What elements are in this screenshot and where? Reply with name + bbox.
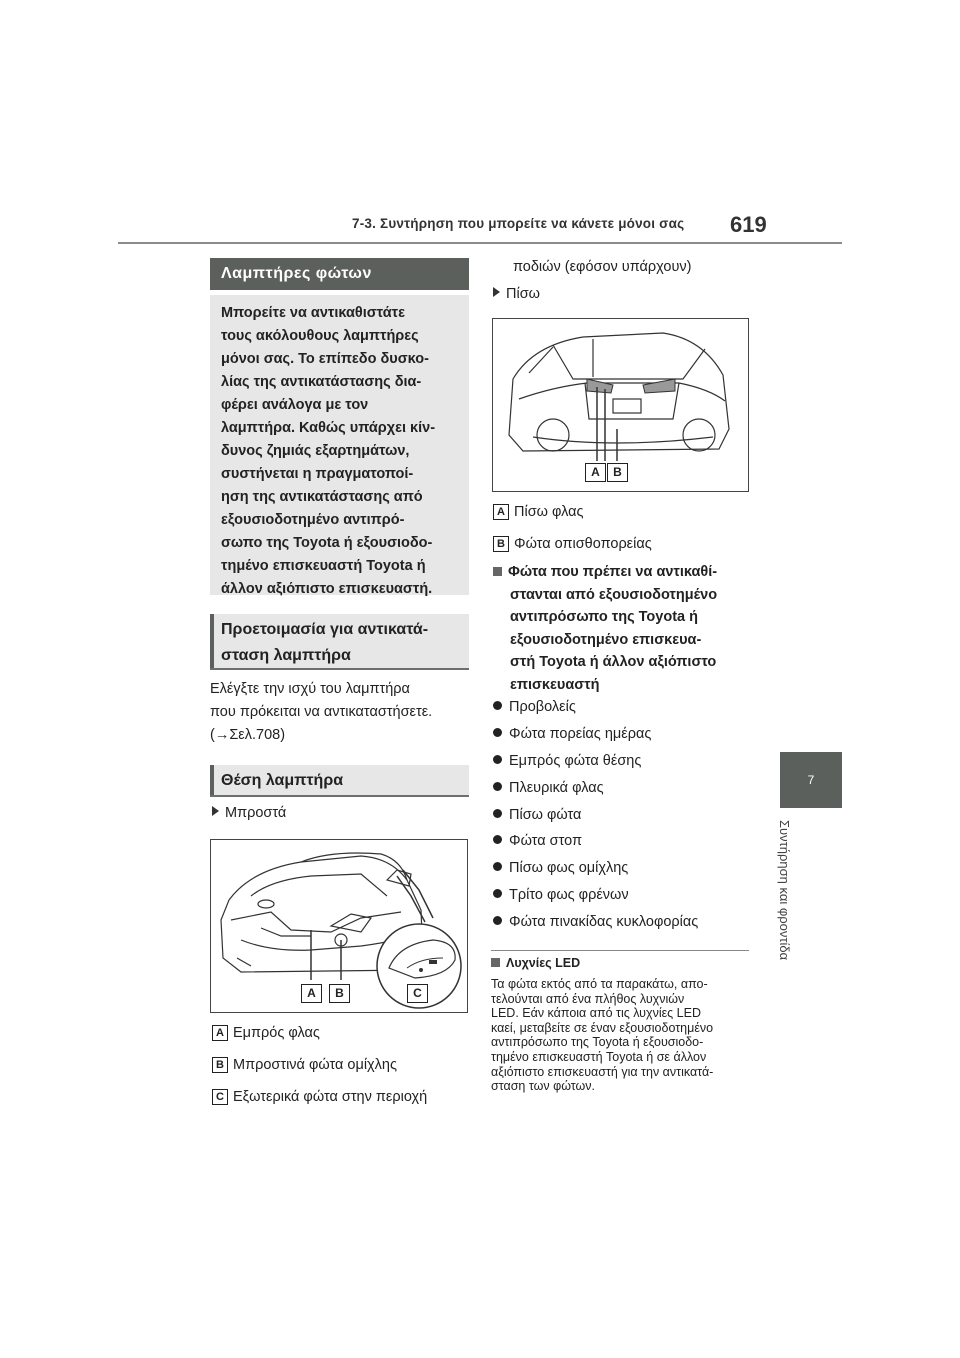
intro-line: ηση της αντικατάστασης από bbox=[221, 489, 423, 505]
section-title-preparation: Προετοιμασία για αντικατά- σταση λαμπτήρα bbox=[210, 614, 469, 670]
figure-label-a: A bbox=[301, 984, 322, 1003]
rear-label: Πίσω bbox=[493, 283, 540, 306]
intro-line: δυνος ζημιάς εξαρτημάτων, bbox=[221, 443, 410, 459]
intro-line: εξουσιοδοτημένο αντιπρό- bbox=[221, 512, 405, 528]
rear-legend-a: A Πίσω φλας bbox=[493, 501, 584, 524]
bullet-icon bbox=[493, 701, 502, 710]
dealer-item: Πλευρικά φλας bbox=[493, 777, 604, 800]
page-reference-link[interactable]: (→Σελ.708) bbox=[210, 727, 286, 743]
front-legend-c: C Εξωτερικά φώτα στην περιοχή bbox=[212, 1086, 427, 1109]
rear-legend-b: B Φώτα οπισθοπορείας bbox=[493, 533, 652, 556]
intro-box bbox=[210, 295, 469, 595]
note-body: Τα φώτα εκτός από τα παρακάτω, απο- τελούνται από ένα πλήθος λυχνιών LED. Εάν κάποια από τις λυχνίες LED καεί, μεταβείτε σε έναν εξουσιοδοτημένο αντιπρόσωπο της Toyota ή εξουσιοδο- τημένο επισκευαστή Toyota ή σε άλλον αξιόπιστο επισκευαστή για την αντικατά- σταση των φώτων. bbox=[491, 977, 714, 1094]
dealer-item: Πίσω φώτα bbox=[493, 804, 581, 827]
intro-line: άλλον αξιόπιστο επισκευαστή. bbox=[221, 581, 433, 597]
header-rule bbox=[118, 242, 842, 244]
bullet-icon bbox=[493, 755, 502, 764]
intro-line: λίας της αντικατάστασης δια- bbox=[221, 374, 422, 390]
rear-lamp-figure bbox=[492, 318, 749, 492]
front-label: Μπροστά bbox=[212, 802, 286, 825]
intro-line: φέρει ανάλογα με τον bbox=[221, 397, 369, 413]
section-title-position: Θέση λαμπτήρα bbox=[210, 765, 469, 797]
dealer-item: Φώτα στοπ bbox=[493, 830, 582, 853]
continuation-text: ποδιών (εφόσον υπάρχουν) bbox=[513, 259, 692, 275]
section-header: 7-3. Συντήρηση που μπορείτε να κάνετε μόνοι σας bbox=[352, 216, 685, 231]
intro-line: τημένο επισκευαστή Toyota ή bbox=[221, 558, 426, 574]
front-legend-b: B Μπροστινά φώτα ομίχλης bbox=[212, 1054, 397, 1077]
front-lamp-figure bbox=[210, 839, 468, 1013]
figure-label-b: B bbox=[607, 463, 628, 482]
note-divider bbox=[491, 950, 749, 951]
chapter-tab bbox=[780, 752, 842, 808]
dealer-item: Φώτα πορείας ημέρας bbox=[493, 723, 651, 746]
dealer-heading: Φώτα που πρέπει να αντικαθί- στανται από εξουσιοδοτημένο αντιπρόσωπο της Toyota ή εξουσιοδοτημένο επισκευα- στή Toyota ή άλλον αξιόπιστο επισκευαστή bbox=[493, 561, 763, 696]
page-number: 619 bbox=[730, 212, 767, 237]
triangle-bullet-icon bbox=[493, 287, 500, 297]
square-bullet-icon bbox=[493, 567, 502, 576]
note-title: Λυχνίες LED bbox=[491, 956, 580, 970]
triangle-bullet-icon bbox=[212, 806, 219, 816]
intro-line: συστήνεται η πραγματοποί- bbox=[221, 466, 414, 482]
figure-label-b: B bbox=[329, 984, 350, 1003]
figure-label-a: A bbox=[585, 463, 606, 482]
prep-text: Ελέγξτε την ισχύ του λαμπτήρα που πρόκειται να αντικαταστήσετε. (→Σελ.708) bbox=[210, 678, 472, 747]
dealer-item: Πίσω φως ομίχλης bbox=[493, 857, 628, 880]
bullet-icon bbox=[493, 916, 502, 925]
section-title-lamps: Λαμπτήρες φώτων bbox=[210, 258, 469, 290]
bullet-icon bbox=[493, 728, 502, 737]
intro-line: Μπορείτε να αντικαθιστάτε bbox=[221, 305, 406, 321]
dealer-item: Τρίτο φως φρένων bbox=[493, 884, 629, 907]
bullet-icon bbox=[493, 862, 502, 871]
dealer-item: Προβολείς bbox=[493, 696, 576, 719]
dealer-item: Εμπρός φώτα θέσης bbox=[493, 750, 641, 773]
bullet-icon bbox=[493, 835, 502, 844]
square-bullet-icon bbox=[491, 958, 500, 967]
bullet-icon bbox=[493, 782, 502, 791]
chapter-number: 7 bbox=[807, 773, 815, 787]
dealer-item: Φώτα πινακίδας κυκλοφορίας bbox=[493, 911, 698, 934]
chapter-label: Συντήρηση και φροντίδα bbox=[777, 820, 792, 961]
bullet-icon bbox=[493, 809, 502, 818]
figure-label-c: C bbox=[407, 984, 428, 1003]
intro-line: σωπο της Toyota ή εξουσιοδο- bbox=[221, 535, 433, 551]
bullet-icon bbox=[493, 889, 502, 898]
front-legend-a: A Εμπρός φλας bbox=[212, 1022, 320, 1045]
intro-line: τους ακόλουθους λαμπτήρες bbox=[221, 328, 419, 344]
intro-line: λαμπτήρα. Καθώς υπάρχει κίν- bbox=[221, 420, 436, 436]
intro-line: μόνοι σας. Το επίπεδο δυσκο- bbox=[221, 351, 429, 367]
